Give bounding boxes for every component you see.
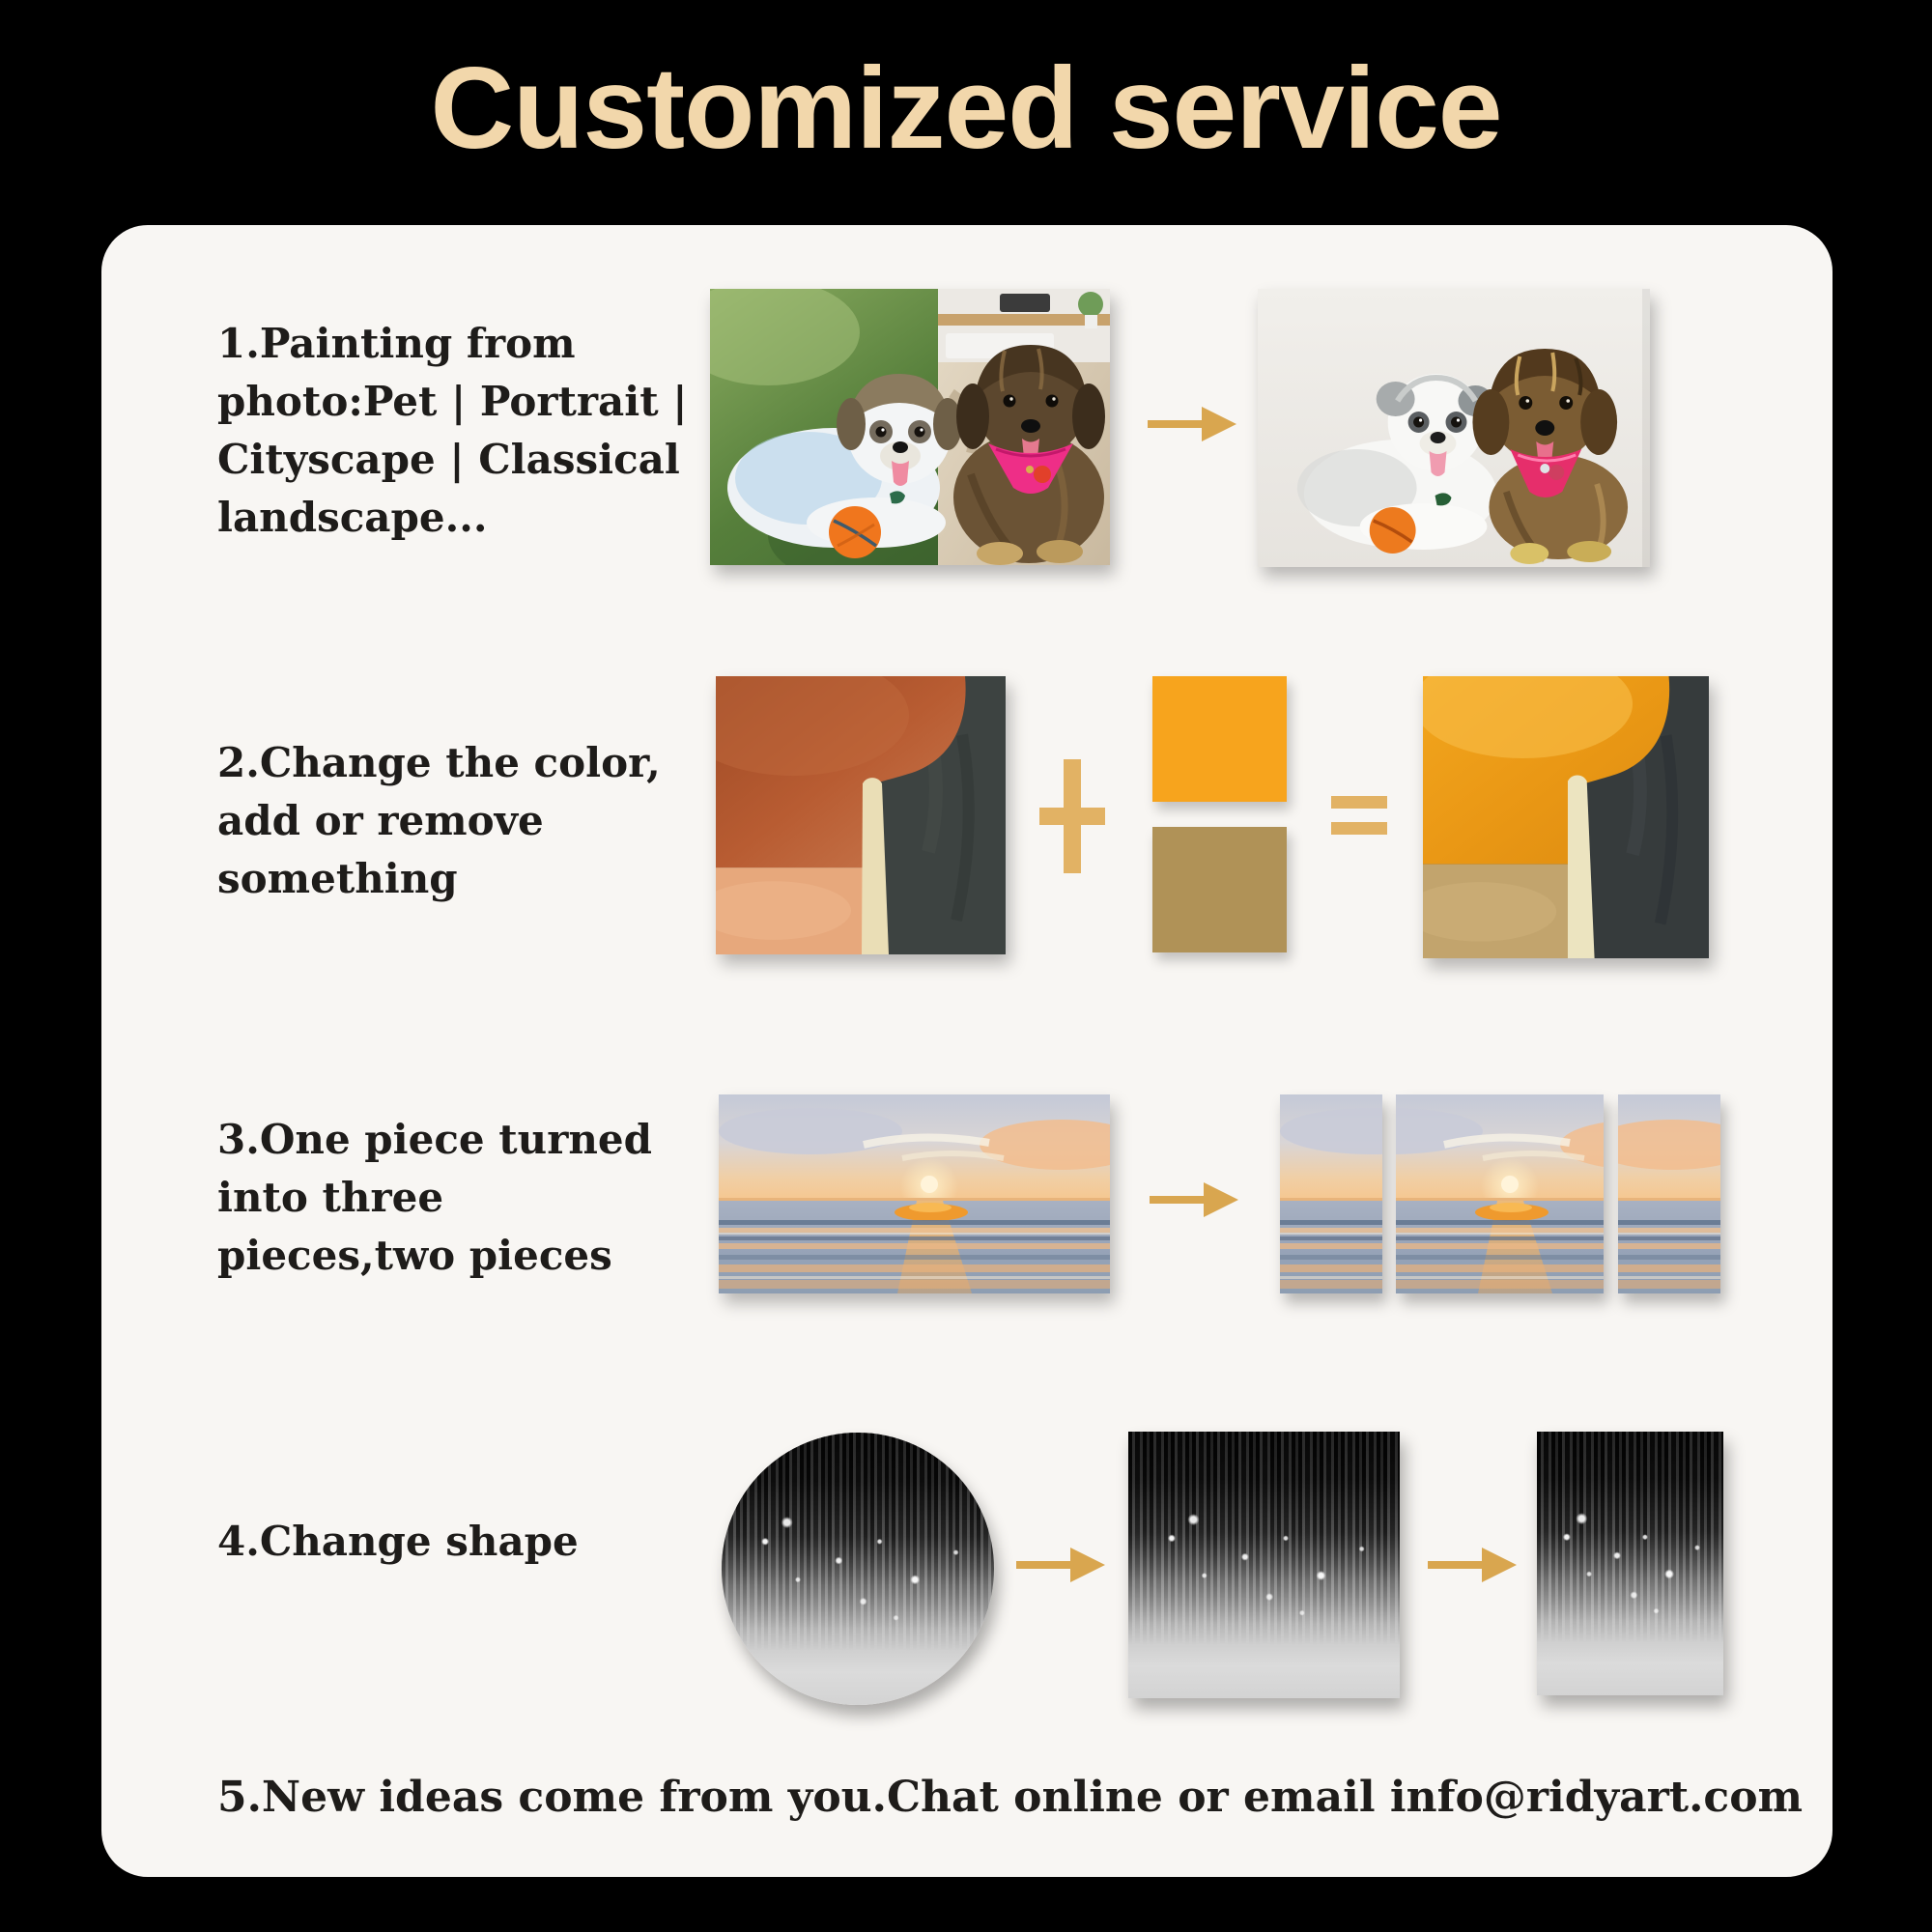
text-line: 2.Change the color, — [217, 739, 661, 786]
text-line: something — [217, 855, 458, 902]
text-line: into three — [217, 1174, 444, 1221]
text-line: 5.New ideas come from you.Chat online or email info@ridyart.com — [217, 1773, 1804, 1822]
arrow-right-icon — [1148, 405, 1236, 443]
seascape-triptych-panel-3 — [1618, 1094, 1720, 1293]
text-line: pieces,two pieces — [217, 1232, 612, 1279]
seascape-triptych-panel-2 — [1396, 1094, 1604, 1293]
equals-icon — [1331, 794, 1387, 837]
arrow-right-icon — [1016, 1546, 1105, 1584]
text-line: landscape... — [217, 494, 488, 541]
text-line: 1.Painting from — [217, 320, 576, 367]
service-item-4-text — [217, 1513, 797, 1571]
service-item-5-text — [217, 1769, 1804, 1827]
round-artwork — [722, 1433, 994, 1705]
text-line: photo:Pet | Portrait | — [217, 378, 688, 425]
text-line: Cityscape | Classical — [217, 436, 680, 483]
pet-portrait-painting — [1258, 289, 1650, 567]
text-line: 4.Change shape — [217, 1518, 579, 1565]
page-title: Customized service — [430, 43, 1502, 173]
vertical-artwork — [1537, 1432, 1723, 1695]
arrow-right-icon — [1428, 1546, 1517, 1584]
pet-photo — [710, 289, 1110, 565]
service-item-2-text — [217, 734, 778, 908]
seascape-triptych-panel-1 — [1280, 1094, 1382, 1293]
service-item-3-text — [217, 1111, 797, 1285]
text-line: 3.One piece turned — [217, 1116, 652, 1163]
arrow-right-icon — [1150, 1180, 1238, 1219]
original-abstract-painting — [716, 676, 1006, 954]
color-swatch-orange — [1152, 676, 1287, 802]
text-line: add or remove — [217, 797, 544, 844]
color-swatch-tan — [1152, 827, 1287, 952]
square-artwork — [1128, 1432, 1400, 1698]
seascape-painting — [719, 1094, 1110, 1293]
recolored-abstract-painting — [1423, 676, 1709, 958]
plus-icon — [1039, 759, 1105, 873]
service-item-1-text — [217, 315, 778, 547]
